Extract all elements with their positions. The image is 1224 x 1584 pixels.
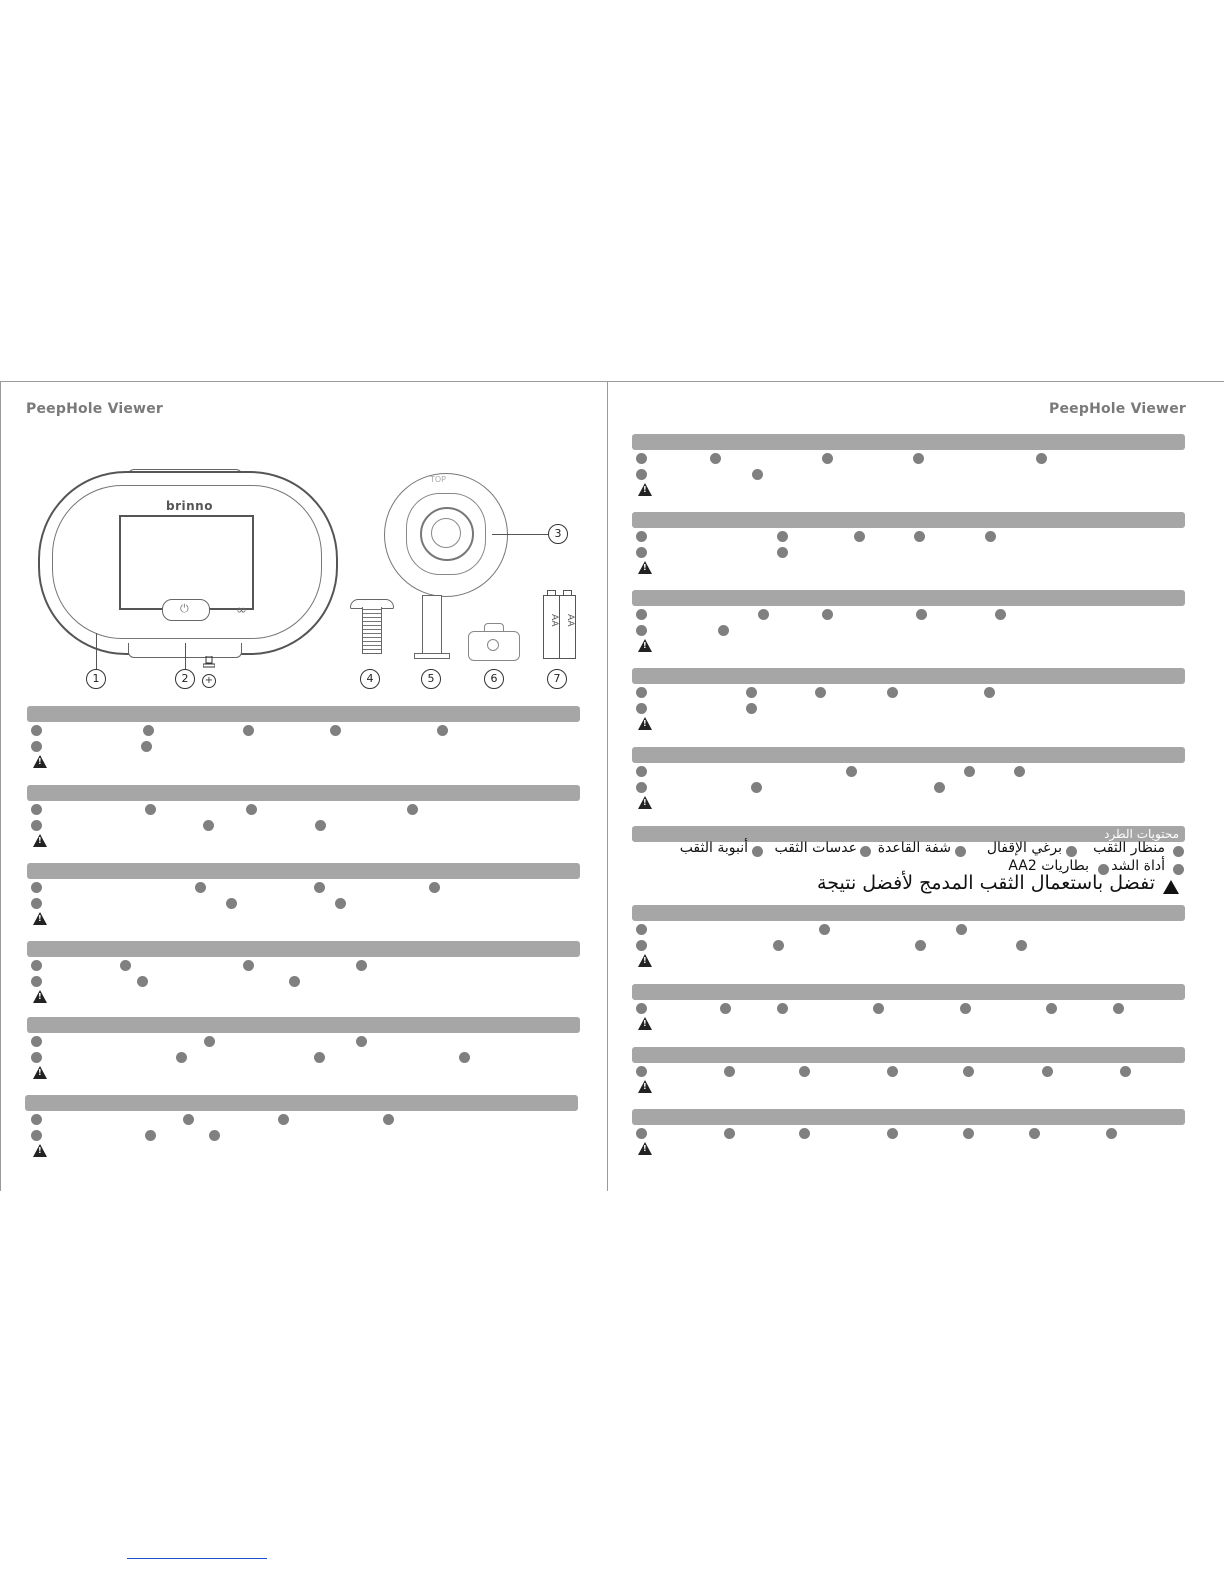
bullet	[335, 898, 346, 909]
bullet	[955, 846, 966, 857]
callout-6: 6	[484, 669, 504, 689]
bullet	[1113, 1003, 1124, 1014]
section-row-1	[632, 684, 1185, 700]
bullet	[636, 703, 647, 714]
item-peephole-tube: أنبوبة الثقب	[679, 840, 748, 856]
bullet	[752, 469, 763, 480]
bullet	[407, 804, 418, 815]
battery-1	[543, 595, 560, 659]
section-lang-2	[27, 785, 580, 849]
bullet	[356, 1036, 367, 1047]
section-row-1	[632, 528, 1185, 544]
bullet	[636, 766, 647, 777]
bullet	[636, 531, 647, 542]
warning-icon	[638, 1017, 652, 1030]
bullet	[315, 820, 326, 831]
bullet	[141, 741, 152, 752]
section-lang-8	[632, 512, 1185, 576]
bullet	[799, 1128, 810, 1139]
section-lang-1	[27, 706, 580, 770]
section-bar	[27, 941, 580, 957]
section-row-warning	[27, 989, 580, 1005]
bullet	[314, 882, 325, 893]
warning-icon	[638, 954, 652, 967]
item-peephole-viewer: منظار الثقب	[1093, 840, 1165, 856]
bullet	[636, 609, 647, 620]
flange-core	[431, 518, 461, 548]
section-row-2	[27, 895, 580, 911]
section-row-1	[632, 1125, 1185, 1141]
bullet	[143, 725, 154, 736]
section-lang-5	[27, 1017, 580, 1081]
section-row-warning	[632, 1079, 1185, 1095]
section-lang-15	[632, 1109, 1185, 1157]
bullet	[963, 1128, 974, 1139]
callout-5: 5	[421, 669, 441, 689]
bullet	[710, 453, 721, 464]
section-row-warning	[27, 1065, 580, 1081]
section-bar	[632, 590, 1185, 606]
callout-7: 7	[547, 669, 567, 689]
section-row-2	[27, 738, 580, 754]
section-row-2	[632, 937, 1185, 953]
callout-leader-2	[185, 643, 186, 669]
section-row-warning	[632, 795, 1185, 811]
bullet	[31, 741, 42, 752]
battery-2	[559, 595, 576, 659]
bullet	[243, 960, 254, 971]
bullet	[31, 820, 42, 831]
bullet	[120, 960, 131, 971]
flange-top-label: TOP	[430, 475, 447, 484]
bullet	[176, 1052, 187, 1063]
bullet	[31, 1114, 42, 1125]
section-row-2	[27, 817, 580, 833]
bullet	[209, 1130, 220, 1141]
arabic-warning-text: تفضل باستعمال الثقب المدمج لأفضل نتيجة	[817, 872, 1155, 894]
bullet	[915, 940, 926, 951]
section-lang-12	[632, 905, 1185, 969]
section-row-1	[632, 921, 1185, 937]
bullet	[995, 609, 1006, 620]
bullet	[887, 1066, 898, 1077]
bullet	[964, 766, 975, 777]
section-row-1	[27, 879, 580, 895]
bullet	[636, 940, 647, 951]
section-row-warning	[632, 482, 1185, 498]
callout-4: 4	[360, 669, 380, 689]
bullet	[1173, 864, 1184, 875]
bullet	[724, 1128, 735, 1139]
bullet	[145, 804, 156, 815]
section-row-1	[27, 801, 580, 817]
section-row-2	[632, 544, 1185, 560]
section-arabic-package-contents	[632, 826, 1185, 900]
section-lang-13	[632, 984, 1185, 1032]
section-row-2	[632, 466, 1185, 482]
section-row-1	[27, 722, 580, 738]
section-lang-9	[632, 590, 1185, 654]
footer-link-underline[interactable]	[127, 1558, 267, 1559]
bullet	[1042, 1066, 1053, 1077]
bullet	[746, 687, 757, 698]
bullet	[1173, 846, 1184, 857]
warning-icon	[638, 796, 652, 809]
section-row-1	[27, 1033, 580, 1049]
bullet	[815, 687, 826, 698]
bullet	[916, 609, 927, 620]
battery-label: AA	[549, 614, 559, 627]
section-row-1	[632, 763, 1185, 779]
section-bar	[632, 1047, 1185, 1063]
section-row-2	[27, 1049, 580, 1065]
arabic-warning-row	[632, 872, 1185, 900]
warning-icon	[33, 1144, 47, 1157]
warning-icon	[33, 990, 47, 1003]
bullet	[203, 820, 214, 831]
bullet	[31, 1130, 42, 1141]
brinno-logo: brinno	[166, 499, 213, 513]
section-row-1	[632, 1000, 1185, 1016]
bullet	[459, 1052, 470, 1063]
bullet	[31, 804, 42, 815]
bullet	[137, 976, 148, 987]
section-row-1	[25, 1111, 578, 1127]
screw-icon	[203, 656, 215, 668]
item-peephole-lens: عدسات الثقب	[774, 840, 857, 856]
section-bar	[632, 905, 1185, 921]
warning-icon	[33, 912, 47, 925]
section-lang-4	[27, 941, 580, 1005]
bullet	[636, 924, 647, 935]
bullet	[718, 625, 729, 636]
manual-spread	[0, 381, 1224, 1191]
section-bar	[27, 1017, 580, 1033]
locking-screw-shaft	[362, 607, 382, 654]
item-tightening-tool: أداة الشد	[1111, 858, 1165, 874]
bullet	[934, 782, 945, 793]
bullet	[429, 882, 440, 893]
warning-icon	[638, 561, 652, 574]
section-bar	[25, 1095, 578, 1111]
peephole-tube	[422, 595, 442, 655]
tightening-tool-hole	[487, 639, 499, 651]
section-row-warning	[27, 911, 580, 927]
bullet	[145, 1130, 156, 1141]
bullet	[226, 898, 237, 909]
warning-icon	[638, 483, 652, 496]
bullet	[777, 1003, 788, 1014]
power-icon: ⏻	[180, 602, 189, 615]
bullet	[204, 1036, 215, 1047]
bullet	[751, 782, 762, 793]
section-row-2	[632, 779, 1185, 795]
warning-icon	[638, 1080, 652, 1093]
bullet	[720, 1003, 731, 1014]
bullet	[963, 1066, 974, 1077]
bullet	[724, 1066, 735, 1077]
bullet	[636, 1003, 647, 1014]
warning-icon	[33, 834, 47, 847]
bullet	[1120, 1066, 1131, 1077]
bullet	[746, 703, 757, 714]
bullet	[636, 1128, 647, 1139]
bullet	[1106, 1128, 1117, 1139]
bullet	[636, 782, 647, 793]
bullet	[278, 1114, 289, 1125]
section-bar	[632, 1109, 1185, 1125]
bullet	[383, 1114, 394, 1125]
section-row-warning	[632, 1141, 1185, 1157]
section-lang-7	[632, 434, 1185, 498]
section-bar	[632, 984, 1185, 1000]
section-row-1	[27, 957, 580, 973]
bullet	[31, 882, 42, 893]
section-row-1	[632, 450, 1185, 466]
section-row-warning	[632, 638, 1185, 654]
bullet	[985, 531, 996, 542]
section-row-1	[632, 606, 1185, 622]
arabic-row-1	[632, 842, 1185, 860]
section-lang-6	[25, 1095, 578, 1159]
bullet	[31, 1052, 42, 1063]
bullet	[1036, 453, 1047, 464]
callout-leader-1	[96, 633, 97, 669]
bullet	[246, 804, 257, 815]
bullet	[777, 547, 788, 558]
bullet	[437, 725, 448, 736]
bullet	[1014, 766, 1025, 777]
bullet	[183, 1114, 194, 1125]
bullet	[752, 846, 763, 857]
section-bar	[632, 668, 1185, 684]
section-bar	[27, 785, 580, 801]
section-row-warning	[27, 833, 580, 849]
warning-icon	[33, 1066, 47, 1079]
callout-3: 3	[548, 524, 568, 544]
bullet	[636, 469, 647, 480]
warning-icon	[1163, 880, 1179, 894]
section-bar	[632, 512, 1185, 528]
bullet	[31, 898, 42, 909]
warning-icon	[33, 755, 47, 768]
warning-icon	[638, 717, 652, 730]
bullet	[819, 924, 830, 935]
bullet	[1029, 1128, 1040, 1139]
section-row-warning	[25, 1143, 578, 1159]
phillips-icon: +	[202, 674, 216, 688]
peephole-tube-base	[414, 653, 450, 659]
item-locking-screw: برغي الإقفال	[986, 840, 1062, 856]
bullet	[330, 725, 341, 736]
section-bar	[27, 863, 580, 879]
bullet	[1066, 846, 1077, 857]
callout-leader-3	[492, 534, 548, 535]
bullet	[1016, 940, 1027, 951]
section-row-1	[632, 1063, 1185, 1079]
power-button-drawing	[162, 599, 210, 621]
bullet	[758, 609, 769, 620]
bullet	[956, 924, 967, 935]
callout-1: 1	[86, 669, 106, 689]
bullet	[913, 453, 924, 464]
section-row-warning	[632, 716, 1185, 732]
bullet	[195, 882, 206, 893]
bullet	[873, 1003, 884, 1014]
bullet	[243, 725, 254, 736]
bullet	[289, 976, 300, 987]
section-row-warning	[632, 953, 1185, 969]
bullet	[799, 1066, 810, 1077]
bullet	[31, 1036, 42, 1047]
section-lang-10	[632, 668, 1185, 732]
section-lang-11	[632, 747, 1185, 811]
bullet	[636, 547, 647, 558]
section-row-2	[632, 700, 1185, 716]
bullet	[860, 846, 871, 857]
section-row-2	[27, 973, 580, 989]
bullet	[822, 453, 833, 464]
bullet	[31, 725, 42, 736]
callout-2: 2	[175, 669, 195, 689]
battery-label: AA	[565, 614, 575, 627]
bullet	[846, 766, 857, 777]
bullet	[31, 960, 42, 971]
brand-title-left: PeepHole Viewer	[26, 401, 163, 417]
bullet	[854, 531, 865, 542]
bullet	[887, 1128, 898, 1139]
bullet	[31, 976, 42, 987]
item-base-flange: شفة القاعدة	[877, 840, 951, 856]
section-bar	[632, 434, 1185, 450]
bullet	[822, 609, 833, 620]
section-row-2	[25, 1127, 578, 1143]
item-batteries: AA2 بطاريات	[1008, 858, 1089, 874]
warning-icon	[638, 639, 652, 652]
bullet	[777, 531, 788, 542]
bullet	[356, 960, 367, 971]
monitor-screen	[119, 515, 254, 610]
section-bar	[27, 706, 580, 722]
bullet	[960, 1003, 971, 1014]
section-row-warning	[632, 1016, 1185, 1032]
bullet	[636, 687, 647, 698]
infinity-icon: ∞	[236, 603, 247, 618]
bullet	[1046, 1003, 1057, 1014]
page-divider	[607, 381, 608, 1191]
bullet	[984, 687, 995, 698]
bullet	[887, 687, 898, 698]
package-illustration	[0, 381, 607, 711]
bullet	[636, 453, 647, 464]
warning-icon	[638, 1142, 652, 1155]
bullet	[914, 531, 925, 542]
section-row-2	[632, 622, 1185, 638]
bullet	[636, 625, 647, 636]
section-lang-3	[27, 863, 580, 927]
section-title-arabic: محتويات الطرد	[1104, 827, 1179, 841]
section-lang-14	[632, 1047, 1185, 1095]
bullet	[636, 1066, 647, 1077]
bullet	[314, 1052, 325, 1063]
section-row-warning	[27, 754, 580, 770]
bullet	[773, 940, 784, 951]
brand-title-right: PeepHole Viewer	[1049, 401, 1186, 417]
section-bar	[632, 747, 1185, 763]
section-row-warning	[632, 560, 1185, 576]
